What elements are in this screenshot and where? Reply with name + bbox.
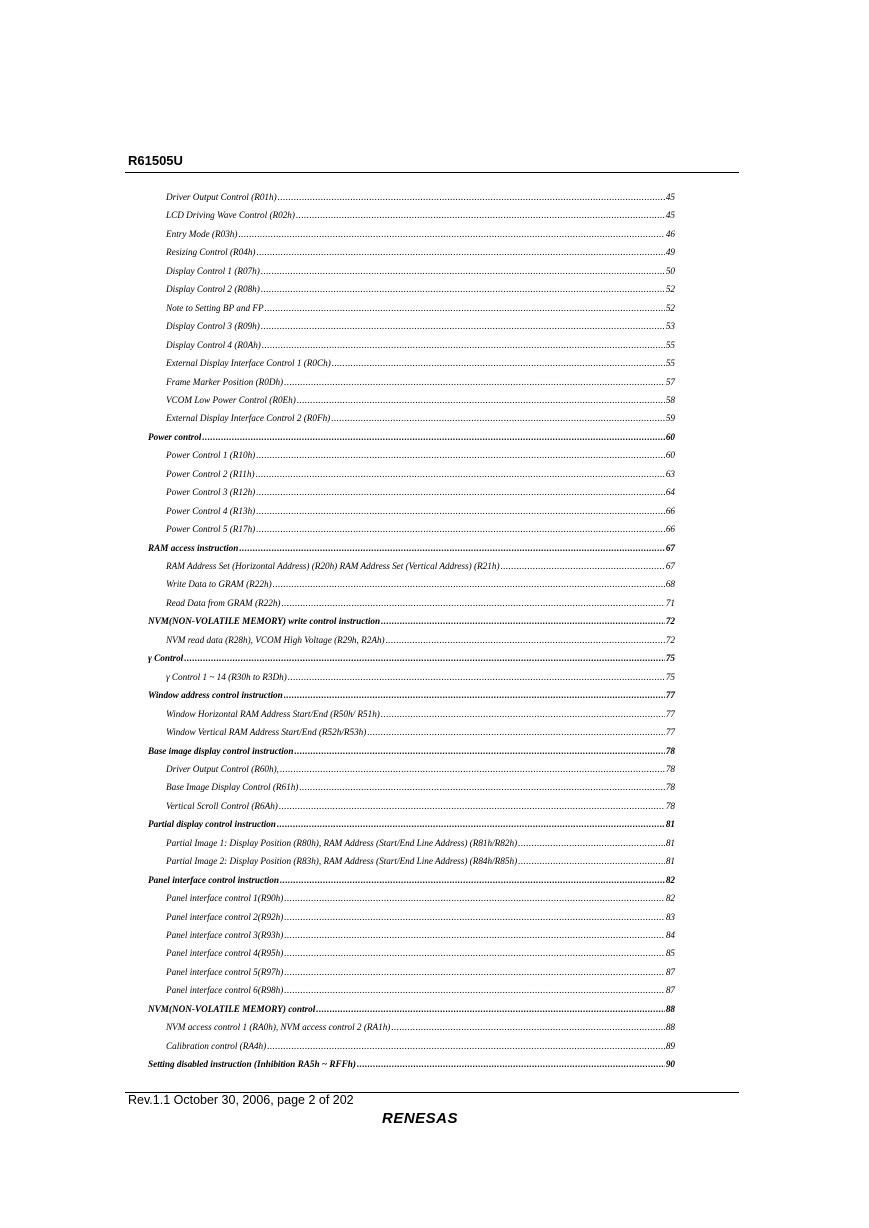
toc-leader-dots xyxy=(261,318,665,334)
toc-leader-dots xyxy=(280,872,665,888)
toc-entry-label: Power Control 3 (R12h) xyxy=(166,487,256,498)
toc-leader-dots xyxy=(357,1056,665,1072)
toc-entry[interactable] xyxy=(166,226,675,242)
toc-entry-label: Setting disabled instruction (Inhibition RA5h ~ RFFh) xyxy=(148,1059,356,1070)
toc-entry-page: 57 xyxy=(665,376,675,387)
toc-leader-dots xyxy=(267,1038,665,1054)
toc-leader-dots xyxy=(331,410,665,426)
toc-entry-page: 77 xyxy=(665,690,675,701)
toc-section-entry[interactable] xyxy=(148,872,675,888)
toc-entry-page: 49 xyxy=(665,247,675,258)
toc-entry[interactable] xyxy=(166,318,675,334)
toc-entry-label: Display Control 1 (R07h) xyxy=(166,265,260,276)
toc-entry-page: 71 xyxy=(665,597,675,608)
toc-entry-label: Panel interface control 3(R93h) xyxy=(166,930,284,940)
toc-entry-label: Panel interface control 6(R98h) xyxy=(166,985,284,996)
toc-entry-page: 46 xyxy=(665,228,675,239)
toc-leader-dots xyxy=(262,337,665,353)
toc-entry[interactable] xyxy=(166,890,675,906)
toc-entry-label: LCD Driving Wave Control (R02h) xyxy=(166,210,295,221)
toc-entry-label: NVM access control 1 (RA0h), NVM access control 2 (RA1h) xyxy=(166,1022,391,1033)
toc-leader-dots xyxy=(296,207,665,223)
toc-entry-label: Power Control 1 (R10h) xyxy=(166,450,256,461)
toc-entry-label: RAM access instruction xyxy=(148,542,239,553)
toc-leader-dots xyxy=(297,392,665,408)
toc-entry[interactable] xyxy=(166,355,675,371)
toc-entry-label: Write Data to GRAM (R22h) xyxy=(166,579,272,590)
toc-leader-dots xyxy=(381,706,665,722)
toc-entry-page: 66 xyxy=(665,505,675,516)
toc-entry[interactable] xyxy=(166,558,675,574)
toc-entry-page: 78 xyxy=(665,800,675,811)
toc-leader-dots xyxy=(284,687,665,703)
toc-entry-page: 59 xyxy=(665,413,675,424)
toc-entry-page: 89 xyxy=(665,1040,675,1051)
toc-entry-label: Frame Marker Position (R0Dh) xyxy=(166,376,284,387)
toc-entry[interactable] xyxy=(166,244,675,260)
toc-entry-label: Driver Output Control (R60h), xyxy=(166,763,279,774)
toc-entry-label: NVM(NON-VOLATILE MEMORY) control xyxy=(148,1003,316,1014)
toc-entry-label: VCOM Low Power Control (R0Eh) xyxy=(166,394,296,405)
toc-entry-label: Power Control 2 (R11h) xyxy=(166,468,255,479)
toc-entry[interactable] xyxy=(166,724,675,740)
toc-leader-dots xyxy=(284,374,665,390)
toc-entry-label: Partial Image 1: Display Position (R80h), RAM Address (Start/End Line Address) (R81h/R82h) xyxy=(166,837,518,848)
toc-entry-label: Driver Output Control (R01h) xyxy=(166,192,277,202)
toc-entry[interactable] xyxy=(166,484,675,500)
toc-leader-dots xyxy=(518,853,665,869)
toc-entry-page: 88 xyxy=(665,1003,675,1014)
toc-entry-page: 82 xyxy=(665,874,675,885)
toc-leader-dots xyxy=(265,300,665,316)
toc-entry[interactable] xyxy=(166,853,675,869)
toc-entry-page: 78 xyxy=(665,745,675,756)
toc-entry-page: 66 xyxy=(665,524,675,535)
toc-entry-label: Panel interface control 1(R90h) xyxy=(166,893,284,904)
toc-section-entry[interactable] xyxy=(148,540,675,556)
toc-entry-page: 63 xyxy=(665,468,675,479)
toc-entry-page: 67 xyxy=(665,561,675,571)
toc-entry[interactable] xyxy=(166,337,675,353)
toc-entry[interactable] xyxy=(166,1038,675,1054)
toc-entry-page: 81 xyxy=(665,819,675,830)
footer-revision: Rev.1.1 October 30, 2006, page 2 of 202 xyxy=(128,1093,354,1107)
toc-entry-page: 81 xyxy=(665,837,675,848)
toc-entry-label: Partial display control instruction xyxy=(148,819,276,830)
toc-entry-label: Panel interface control 5(R97h) xyxy=(166,966,284,977)
header-rule xyxy=(125,172,739,173)
toc-entry-page: 64 xyxy=(665,487,675,498)
toc-entry-label: NVM(NON-VOLATILE MEMORY) write control instruction xyxy=(148,616,381,627)
toc-entry-page: 45 xyxy=(665,210,675,221)
toc-entry-label: Base image display control instruction xyxy=(148,745,294,756)
toc-entry-label: Entry Mode (R03h) xyxy=(166,228,238,239)
toc-entry[interactable] xyxy=(166,576,675,592)
toc-entry[interactable] xyxy=(166,1019,675,1035)
toc-entry-page: 68 xyxy=(665,579,675,590)
toc-leader-dots xyxy=(284,964,665,980)
toc-leader-dots xyxy=(280,761,665,777)
toc-entry[interactable] xyxy=(166,964,675,980)
toc-entry-label: Note to Setting BP and FP xyxy=(166,302,264,313)
toc-leader-dots xyxy=(257,244,665,260)
toc-entry-label: Display Control 4 (R0Ah) xyxy=(166,339,261,350)
toc-entry-page: 87 xyxy=(665,985,675,996)
toc-section-entry[interactable] xyxy=(148,1056,675,1072)
toc-entry-label: Vertical Scroll Control (R6Ah) xyxy=(166,800,278,811)
toc-entry-page: 72 xyxy=(665,634,675,645)
toc-entry-page: 77 xyxy=(665,708,675,719)
toc-leader-dots xyxy=(299,779,664,795)
toc-entry-label: Window Horizontal RAM Address Start/End (R50h/ R51h) xyxy=(166,708,380,719)
toc-leader-dots xyxy=(278,189,665,205)
toc-entry[interactable] xyxy=(166,835,675,851)
toc-leader-dots xyxy=(518,835,665,851)
toc-entry-label: External Display Interface Control 2 (R0Fh) xyxy=(166,413,331,424)
toc-entry[interactable] xyxy=(166,779,675,795)
toc-leader-dots xyxy=(239,540,664,556)
toc-leader-dots xyxy=(261,281,665,297)
toc-entry-page: 84 xyxy=(665,930,675,940)
toc-leader-dots xyxy=(277,816,665,832)
toc-entry[interactable] xyxy=(166,207,675,223)
toc-entry-page: 85 xyxy=(665,948,675,959)
renesas-logo xyxy=(382,1109,484,1125)
toc-entry-label: Base Image Display Control (R61h) xyxy=(166,782,299,793)
toc-entry-page: 58 xyxy=(665,394,675,405)
toc-entry[interactable] xyxy=(166,466,675,482)
toc-leader-dots xyxy=(288,669,665,685)
toc-entry[interactable] xyxy=(166,300,675,316)
toc-leader-dots xyxy=(273,576,665,592)
toc-entry-label: Window address control instruction xyxy=(148,690,283,701)
toc-entry-page: 87 xyxy=(665,966,675,977)
toc-entry-page: 53 xyxy=(665,321,675,332)
toc-leader-dots xyxy=(294,743,664,759)
toc-leader-dots xyxy=(281,595,664,611)
toc-entry[interactable] xyxy=(166,263,675,279)
toc-entry-page: 90 xyxy=(665,1059,675,1070)
toc-leader-dots xyxy=(256,521,665,537)
toc-entry[interactable] xyxy=(166,410,675,426)
toc-leader-dots xyxy=(284,982,665,998)
toc-leader-dots xyxy=(386,632,665,648)
toc-entry-label: RAM Address Set (Horizontal Address) (R20h) RAM Address Set (Vertical Address) (R21h) xyxy=(166,561,500,571)
document-header-title: R61505U xyxy=(128,153,183,168)
toc-entry-page: 60 xyxy=(665,450,675,461)
toc-entry-label: γ Control 1 ~ 14 (R30h to R3Dh) xyxy=(166,671,287,682)
toc-entry-page: 78 xyxy=(665,782,675,793)
toc-entry-label: Resizing Control (R04h) xyxy=(166,247,256,258)
toc-section-entry[interactable] xyxy=(148,650,675,666)
toc-entry[interactable] xyxy=(166,669,675,685)
toc-leader-dots xyxy=(256,484,665,500)
toc-leader-dots xyxy=(256,503,665,519)
toc-leader-dots xyxy=(284,890,665,906)
toc-entry[interactable] xyxy=(166,982,675,998)
toc-section-entry[interactable] xyxy=(148,816,675,832)
renesas-logo-text: RENESAS xyxy=(382,1110,459,1125)
toc-leader-dots xyxy=(284,945,665,961)
toc-entry[interactable] xyxy=(166,909,675,925)
toc-entry-page: 50 xyxy=(665,265,675,276)
toc-entry-page: 83 xyxy=(665,911,675,922)
toc-entry-page: 67 xyxy=(665,542,675,553)
toc-entry-label: Read Data from GRAM (R22h) xyxy=(166,597,281,608)
toc-entry-page: 52 xyxy=(665,284,675,295)
toc-entry-label: Partial Image 2: Display Position (R83h), RAM Address (Start/End Line Address) (R84h/R85h) xyxy=(166,856,518,867)
toc-leader-dots xyxy=(238,226,664,242)
toc-entry-page: 81 xyxy=(665,856,675,867)
toc-entry-page: 55 xyxy=(665,358,675,369)
toc-entry-page: 45 xyxy=(665,192,675,202)
toc-entry-label: Display Control 3 (R09h) xyxy=(166,321,260,332)
toc-leader-dots xyxy=(316,1001,665,1017)
toc-entry-page: 52 xyxy=(665,302,675,313)
toc-entry-label: Power Control 5 (R17h) xyxy=(166,524,256,535)
toc-entry-label: Power Control 4 (R13h) xyxy=(166,505,256,516)
toc-entry-label: Panel interface control 4(R95h) xyxy=(166,948,284,959)
toc-entry-label: Power control xyxy=(148,431,202,442)
toc-entry-page: 72 xyxy=(665,616,675,627)
toc-entry-page: 77 xyxy=(665,727,675,738)
toc-leader-dots xyxy=(256,447,665,463)
toc-entry-page: 82 xyxy=(665,893,675,904)
toc-entry-label: Panel interface control 2(R92h) xyxy=(166,911,284,922)
toc-leader-dots xyxy=(391,1019,664,1035)
toc-entry-label: NVM read data (R28h), VCOM High Voltage (R29h, R2Ah) xyxy=(166,634,385,645)
toc-entry-page: 88 xyxy=(665,1022,675,1033)
toc-entry[interactable] xyxy=(166,798,675,814)
toc-leader-dots xyxy=(284,927,665,943)
toc-entry-label: Calibration control (RA4h) xyxy=(166,1040,267,1051)
toc-leader-dots xyxy=(284,909,665,925)
toc-entry-label: External Display Interface Control 1 (R0Ch) xyxy=(166,358,331,369)
toc-entry-page: 60 xyxy=(665,431,675,442)
toc-leader-dots xyxy=(367,724,664,740)
toc-entry-label: Panel interface control instruction xyxy=(148,874,279,885)
toc-entry[interactable] xyxy=(166,189,675,205)
toc-section-entry[interactable] xyxy=(148,613,675,629)
toc-entry[interactable] xyxy=(166,706,675,722)
toc-entry-page: 55 xyxy=(665,339,675,350)
toc-entry-label: γ Control xyxy=(148,653,184,664)
toc-leader-dots xyxy=(184,650,665,666)
toc-leader-dots xyxy=(202,429,664,445)
toc-entry[interactable] xyxy=(166,374,675,390)
toc-entry[interactable] xyxy=(166,521,675,537)
toc-leader-dots xyxy=(381,613,665,629)
toc-entry-page: 75 xyxy=(665,671,675,682)
toc-entry[interactable] xyxy=(166,761,675,777)
toc-entry[interactable] xyxy=(166,595,675,611)
toc-section-entry[interactable] xyxy=(148,429,675,445)
toc-leader-dots xyxy=(332,355,665,371)
toc-entry[interactable] xyxy=(166,927,675,943)
toc-section-entry[interactable] xyxy=(148,743,675,759)
toc-entry-page: 78 xyxy=(665,763,675,774)
toc-entry[interactable] xyxy=(166,503,675,519)
toc-entry[interactable] xyxy=(166,945,675,961)
toc-entry-page: 75 xyxy=(665,653,675,664)
toc-entry[interactable] xyxy=(166,447,675,463)
toc-leader-dots xyxy=(256,466,665,482)
toc-section-entry[interactable] xyxy=(148,687,675,703)
toc-entry[interactable] xyxy=(166,632,675,648)
toc-leader-dots xyxy=(261,263,665,279)
toc-entry-label: Display Control 2 (R08h) xyxy=(166,284,260,295)
toc-entry-label: Window Vertical RAM Address Start/End (R52h/R53h) xyxy=(166,727,367,738)
toc-leader-dots xyxy=(501,558,665,574)
toc-entry[interactable] xyxy=(166,392,675,408)
toc-entry[interactable] xyxy=(166,281,675,297)
toc-leader-dots xyxy=(279,798,665,814)
toc-section-entry[interactable] xyxy=(148,1001,675,1017)
